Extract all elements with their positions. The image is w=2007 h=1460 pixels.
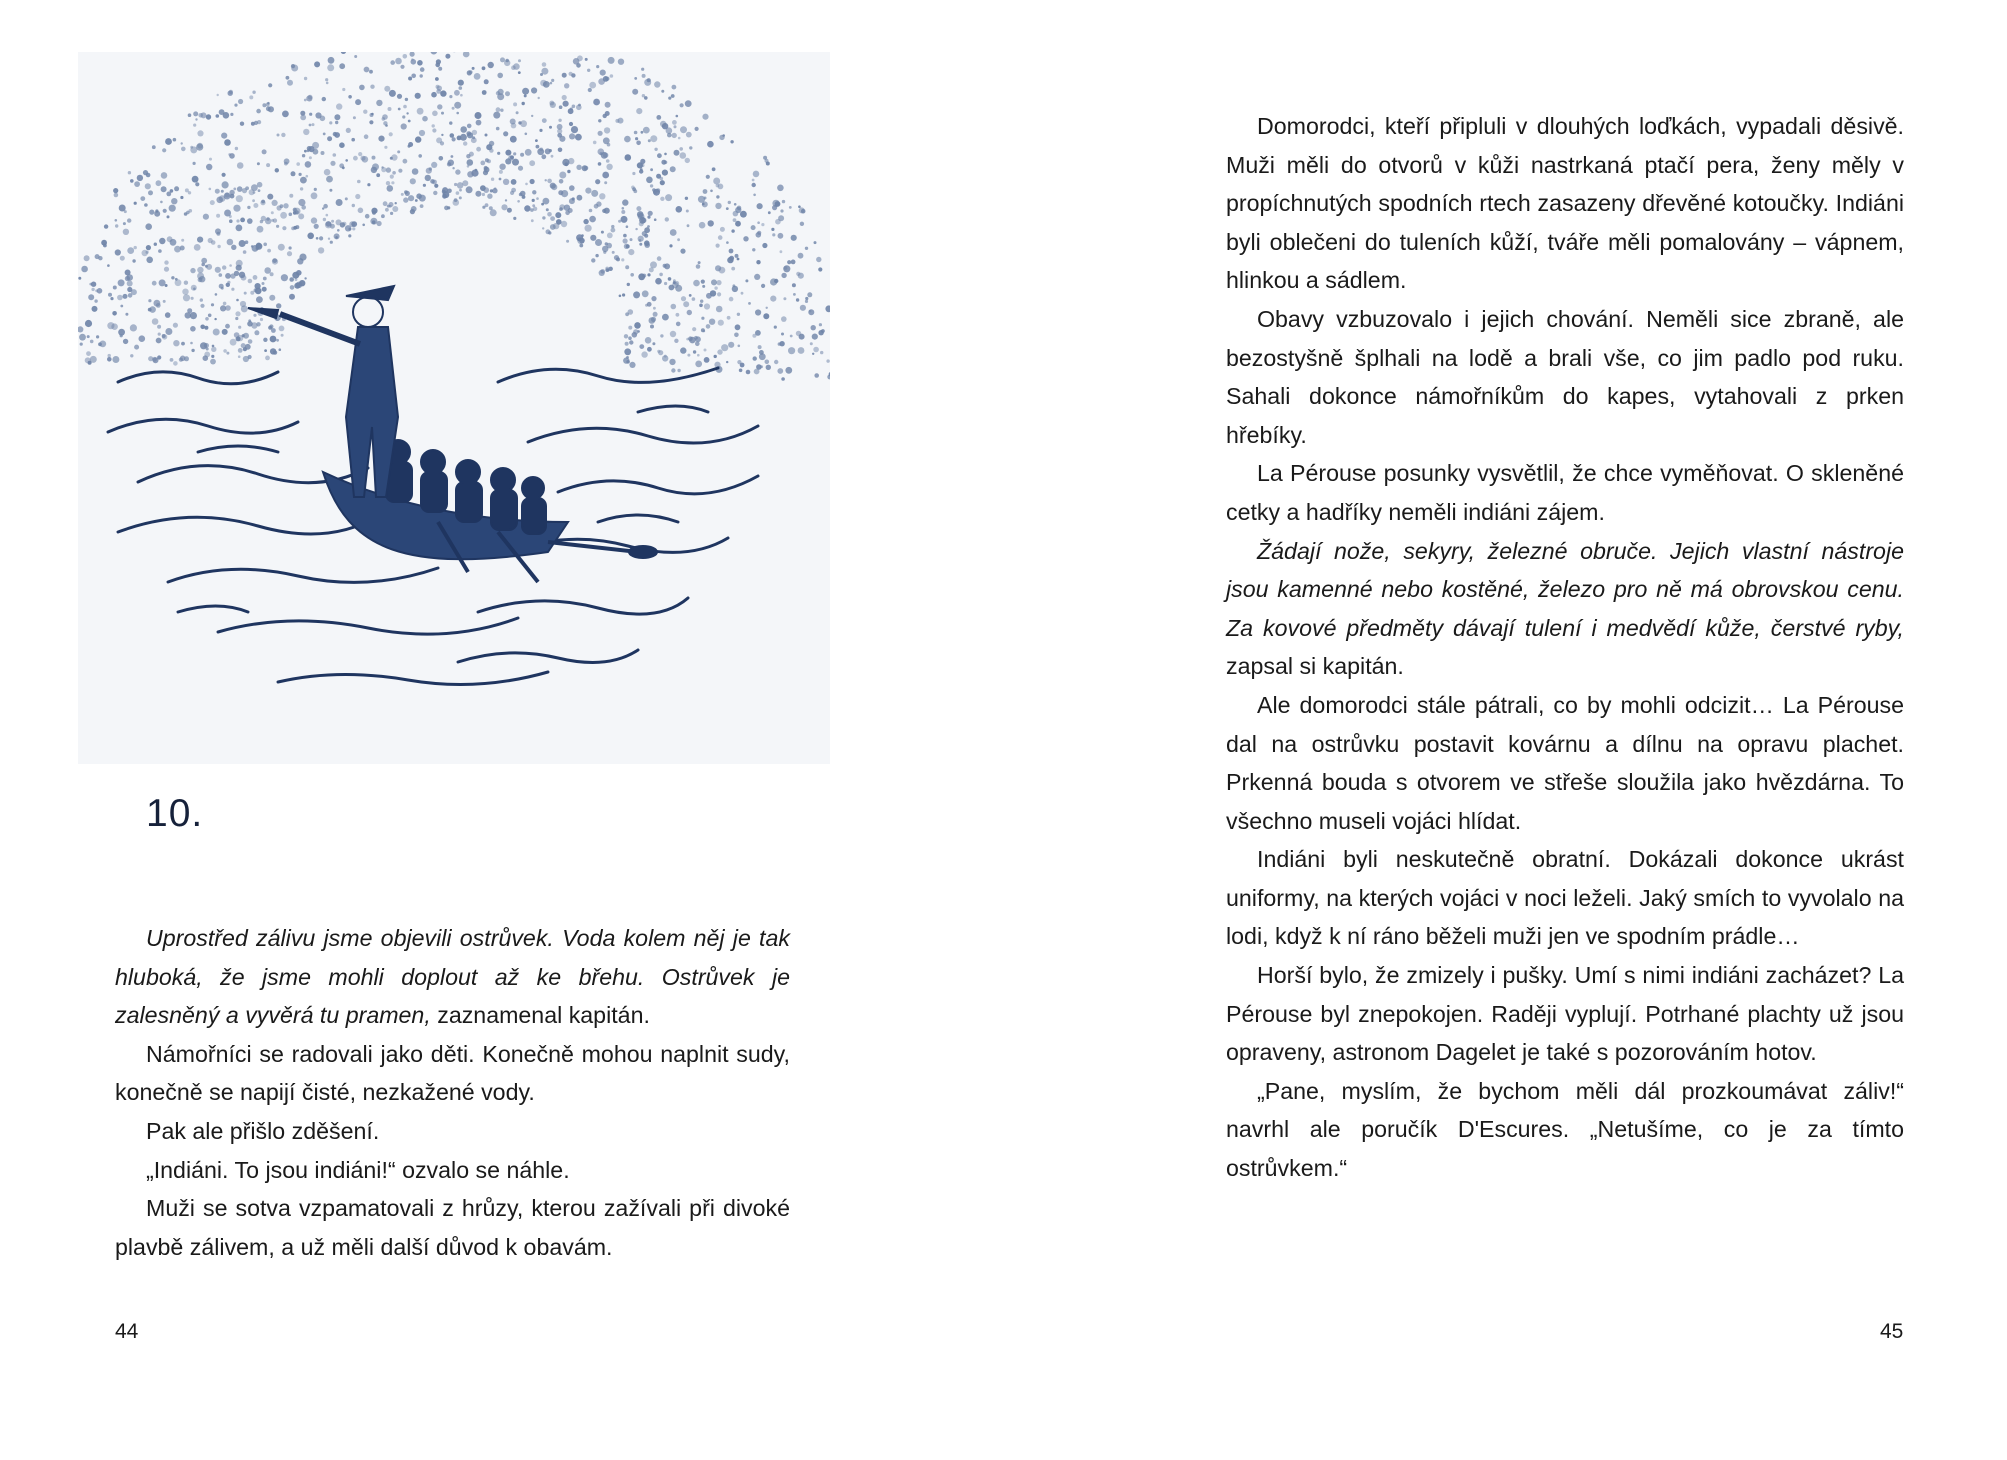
paragraph: „Indiáni. To jsou indiáni!“ ozvalo se náhle. [146, 1156, 570, 1183]
paragraph: Námořníci se radovali jako děti. Konečně mohou naplnit sudy, konečně se napijí čisté, nezkažené vody. [115, 1040, 790, 1106]
paragraph: Ale domorodci stále pátrali, co by mohli odcizit… La Pérouse dal na ostrůvku postavit kovárnu a dílnu na opravu plachet. Prkenná bouda s otvorem ve střeše sloužila jako hvězdárna. To všechno museli vojáci hlídat. [1226, 691, 1904, 834]
paragraph: La Pérouse posunky vysvětlil, že chce vyměňovat. O skleněné cetky a hadříky neměli indiáni zájem. [1226, 460, 1904, 525]
captain-log-quote: Uprostřed zálivu jsme objevili ostrůvek. Voda kolem něj je tak hluboká, že jsme mohli doplout až ke břehu. Ostrůvek je zalesněný a vyvěrá tu pramen, [115, 925, 790, 1029]
page-number-left: 44 [115, 1320, 139, 1343]
paragraph-text: zapsal si kapitán. [1226, 653, 1404, 680]
paragraph: Muži se sotva vzpamatovali z hrůzy, kterou zažívali při divoké plavbě zálivem, a už měli další důvod k obavám. [115, 1195, 790, 1260]
chapter-number: 10. [146, 792, 204, 835]
captain-log-quote: Žádají nože, sekyry, železné obruče. Jejich vlastní nástroje jsou kamenné nebo kostěné, železo pro ně má obrovskou cenu. Za kovové předměty dávají tulení i medvědí kůže, čerstvé ryby, [1226, 537, 1904, 641]
paragraph: Horší bylo, že zmizely i pušky. Umí s nimi indiáni zacházet? La Pérouse byl znepokojen. Raději vyplují. Potrhané plachty už jsou opraveny, astronom Dagelet je také s pozorováním hotov. [1226, 962, 1904, 1066]
left-page [0, 0, 1000, 1460]
paragraph: „Pane, myslím, že bychom měli dál prozkoumávat záliv!“ navrhl ale poručík D'Escures. „Netušíme, co je za tímto ostrůvkem.“ [1226, 1077, 1904, 1182]
left-page-text [115, 919, 790, 1266]
page-number-right: 45 [1880, 1320, 1904, 1343]
paragraph: Obavy vzbuzovalo i jejich chování. Neměli sice zbraně, ale bezostyšně šplhali na lodě a brali vše, co jim padlo pod ruku. Sahali dokonce námořníkům do kapes, vytahovali z prken hřebíky. [1226, 305, 1904, 448]
paragraph-text: zaznamenal kapitán. [430, 1002, 650, 1029]
captain-in-rowboat-illustration [78, 52, 830, 764]
paragraph: Indiáni byli neskutečně obratní. Dokázali dokonce ukrást uniformy, na kterých vojáci v noci leželi. Jaký smích to vyvolalo na lodi, když k ní ráno běželi muži jen ve spodním prádle… [1226, 846, 1904, 950]
paragraph [1226, 532, 1904, 686]
chapter-illustration [78, 52, 830, 764]
right-page-text [1226, 107, 1904, 1188]
paragraph: Pak ale přišlo zděšení. [146, 1117, 380, 1144]
right-page [1000, 0, 2007, 1460]
paragraph: Domorodci, kteří připluli v dlouhých loďkách, vypadali děsivě. Muži měli do otvorů v kůži nastrkaná ptačí pera, ženy měly v propíchnutých spodních rtech zasazeny dřevěné kotoučky. Indiáni byli oblečeni do tuleních kůží, tváře měli pomalovány – vápnem, hlinkou a sádlem. [1226, 113, 1904, 294]
paragraph [115, 919, 790, 1035]
